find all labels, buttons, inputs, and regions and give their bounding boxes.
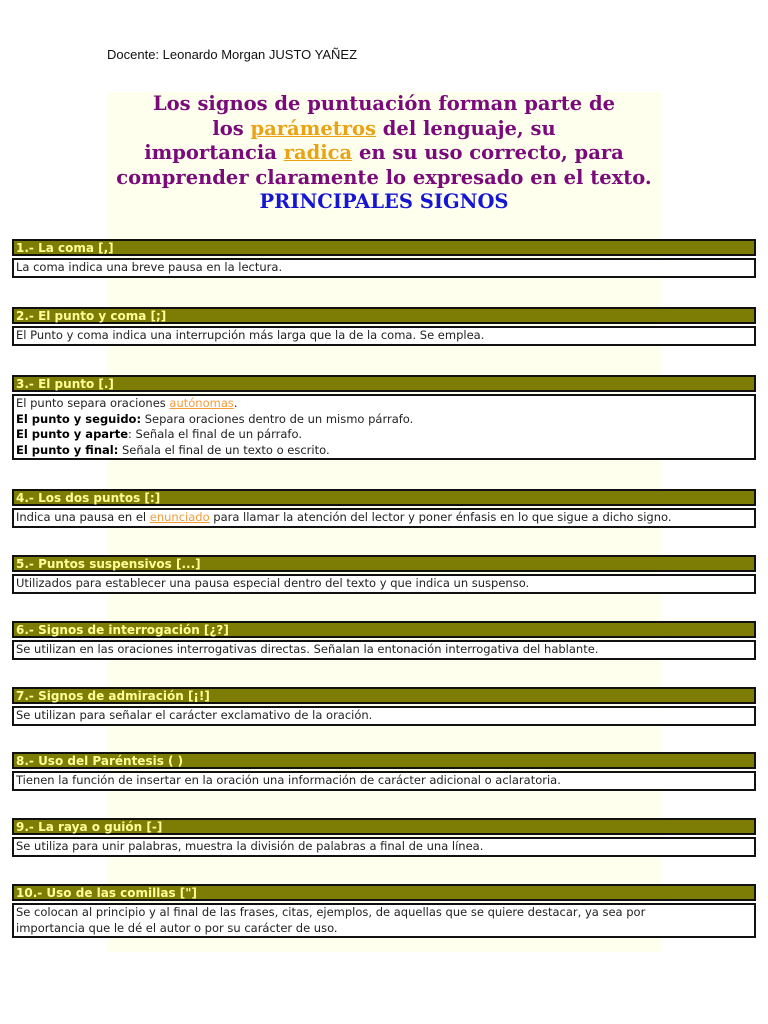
section-body: Utilizados para establecer una pausa especial dentro del texto y que indica un suspenso.	[12, 574, 756, 594]
section-interrogacion	[12, 621, 756, 660]
section-parentesis	[12, 752, 756, 791]
section-punto	[12, 375, 756, 460]
section-raya-guion	[12, 818, 756, 857]
section-title: 4.- Los dos puntos [:]	[12, 489, 756, 506]
section-dos-puntos	[12, 489, 756, 528]
intro-line-3: importancia radica en su uso correcto, para	[144, 141, 624, 164]
intro-header	[107, 92, 661, 215]
section-body: La coma indica una breve pausa en la lectura.	[12, 258, 756, 278]
section-title: 6.- Signos de interrogación [¿?]	[12, 621, 756, 638]
section-title: 2.- El punto y coma [;]	[12, 307, 756, 324]
section-body: Se colocan al principio y al final de las frases, citas, ejemplos, de aquellas que se quiere destacar, ya sea por importancia que le dé el autor o por su carácter de uso.	[12, 903, 756, 938]
intro-line-1: Los signos de puntuación forman parte de	[152, 92, 616, 115]
section-title: 10.- Uso de las comillas ["]	[12, 884, 756, 901]
principales-signos-heading: PRINCIPALES SIGNOS	[259, 190, 509, 213]
section-body: Se utilizan para señalar el carácter exclamativo de la oración.	[12, 706, 756, 726]
section-punto-y-coma	[12, 307, 756, 346]
section-body: Se utiliza para unir palabras, muestra la división de palabras a final de una línea.	[12, 837, 756, 857]
section-body: Indica una pausa en el enunciado para llamar la atención del lector y poner énfasis en lo que sigue a dicho signo.	[12, 508, 756, 528]
section-admiracion	[12, 687, 756, 726]
enunciado-link[interactable]: enunciado	[149, 510, 210, 524]
section-coma	[12, 239, 756, 278]
teacher-name: Docente: Leonardo Morgan JUSTO YAÑEZ	[107, 47, 358, 62]
section-body: Tienen la función de insertar en la oración una información de carácter adicional o aclaratoria.	[12, 771, 756, 791]
section-body: El punto separa oraciones autónomas. El punto y seguido: Separa oraciones dentro de un mismo párrafo. El punto y aparte: Señala el final de un párrafo. El punto y final: Señala el final de un texto o escrito.	[12, 394, 756, 460]
autonomas-link[interactable]: autónomas	[169, 396, 234, 410]
section-body: Se utilizan en las oraciones interrogativas directas. Señalan la entonación interrogativa del hablante.	[12, 640, 756, 660]
section-title: 7.- Signos de admiración [¡!]	[12, 687, 756, 704]
section-puntos-suspensivos	[12, 555, 756, 594]
intro-line-4: comprender claramente lo expresado en el texto.	[116, 165, 652, 189]
section-title: 1.- La coma [,]	[12, 239, 756, 256]
section-title: 5.- Puntos suspensivos [...]	[12, 555, 756, 572]
section-title: 3.- El punto [.]	[12, 375, 756, 392]
section-body: El Punto y coma indica una interrupción más larga que la de la coma. Se emplea.	[12, 326, 756, 346]
section-comillas	[12, 884, 756, 938]
parametros-link[interactable]: parámetros	[250, 116, 376, 140]
section-title: 9.- La raya o guión [-]	[12, 818, 756, 835]
intro-line-2: los parámetros del lenguaje, su	[212, 116, 556, 140]
section-title: 8.- Uso del Paréntesis ( )	[12, 752, 756, 769]
radica-link[interactable]: radica	[283, 141, 353, 164]
